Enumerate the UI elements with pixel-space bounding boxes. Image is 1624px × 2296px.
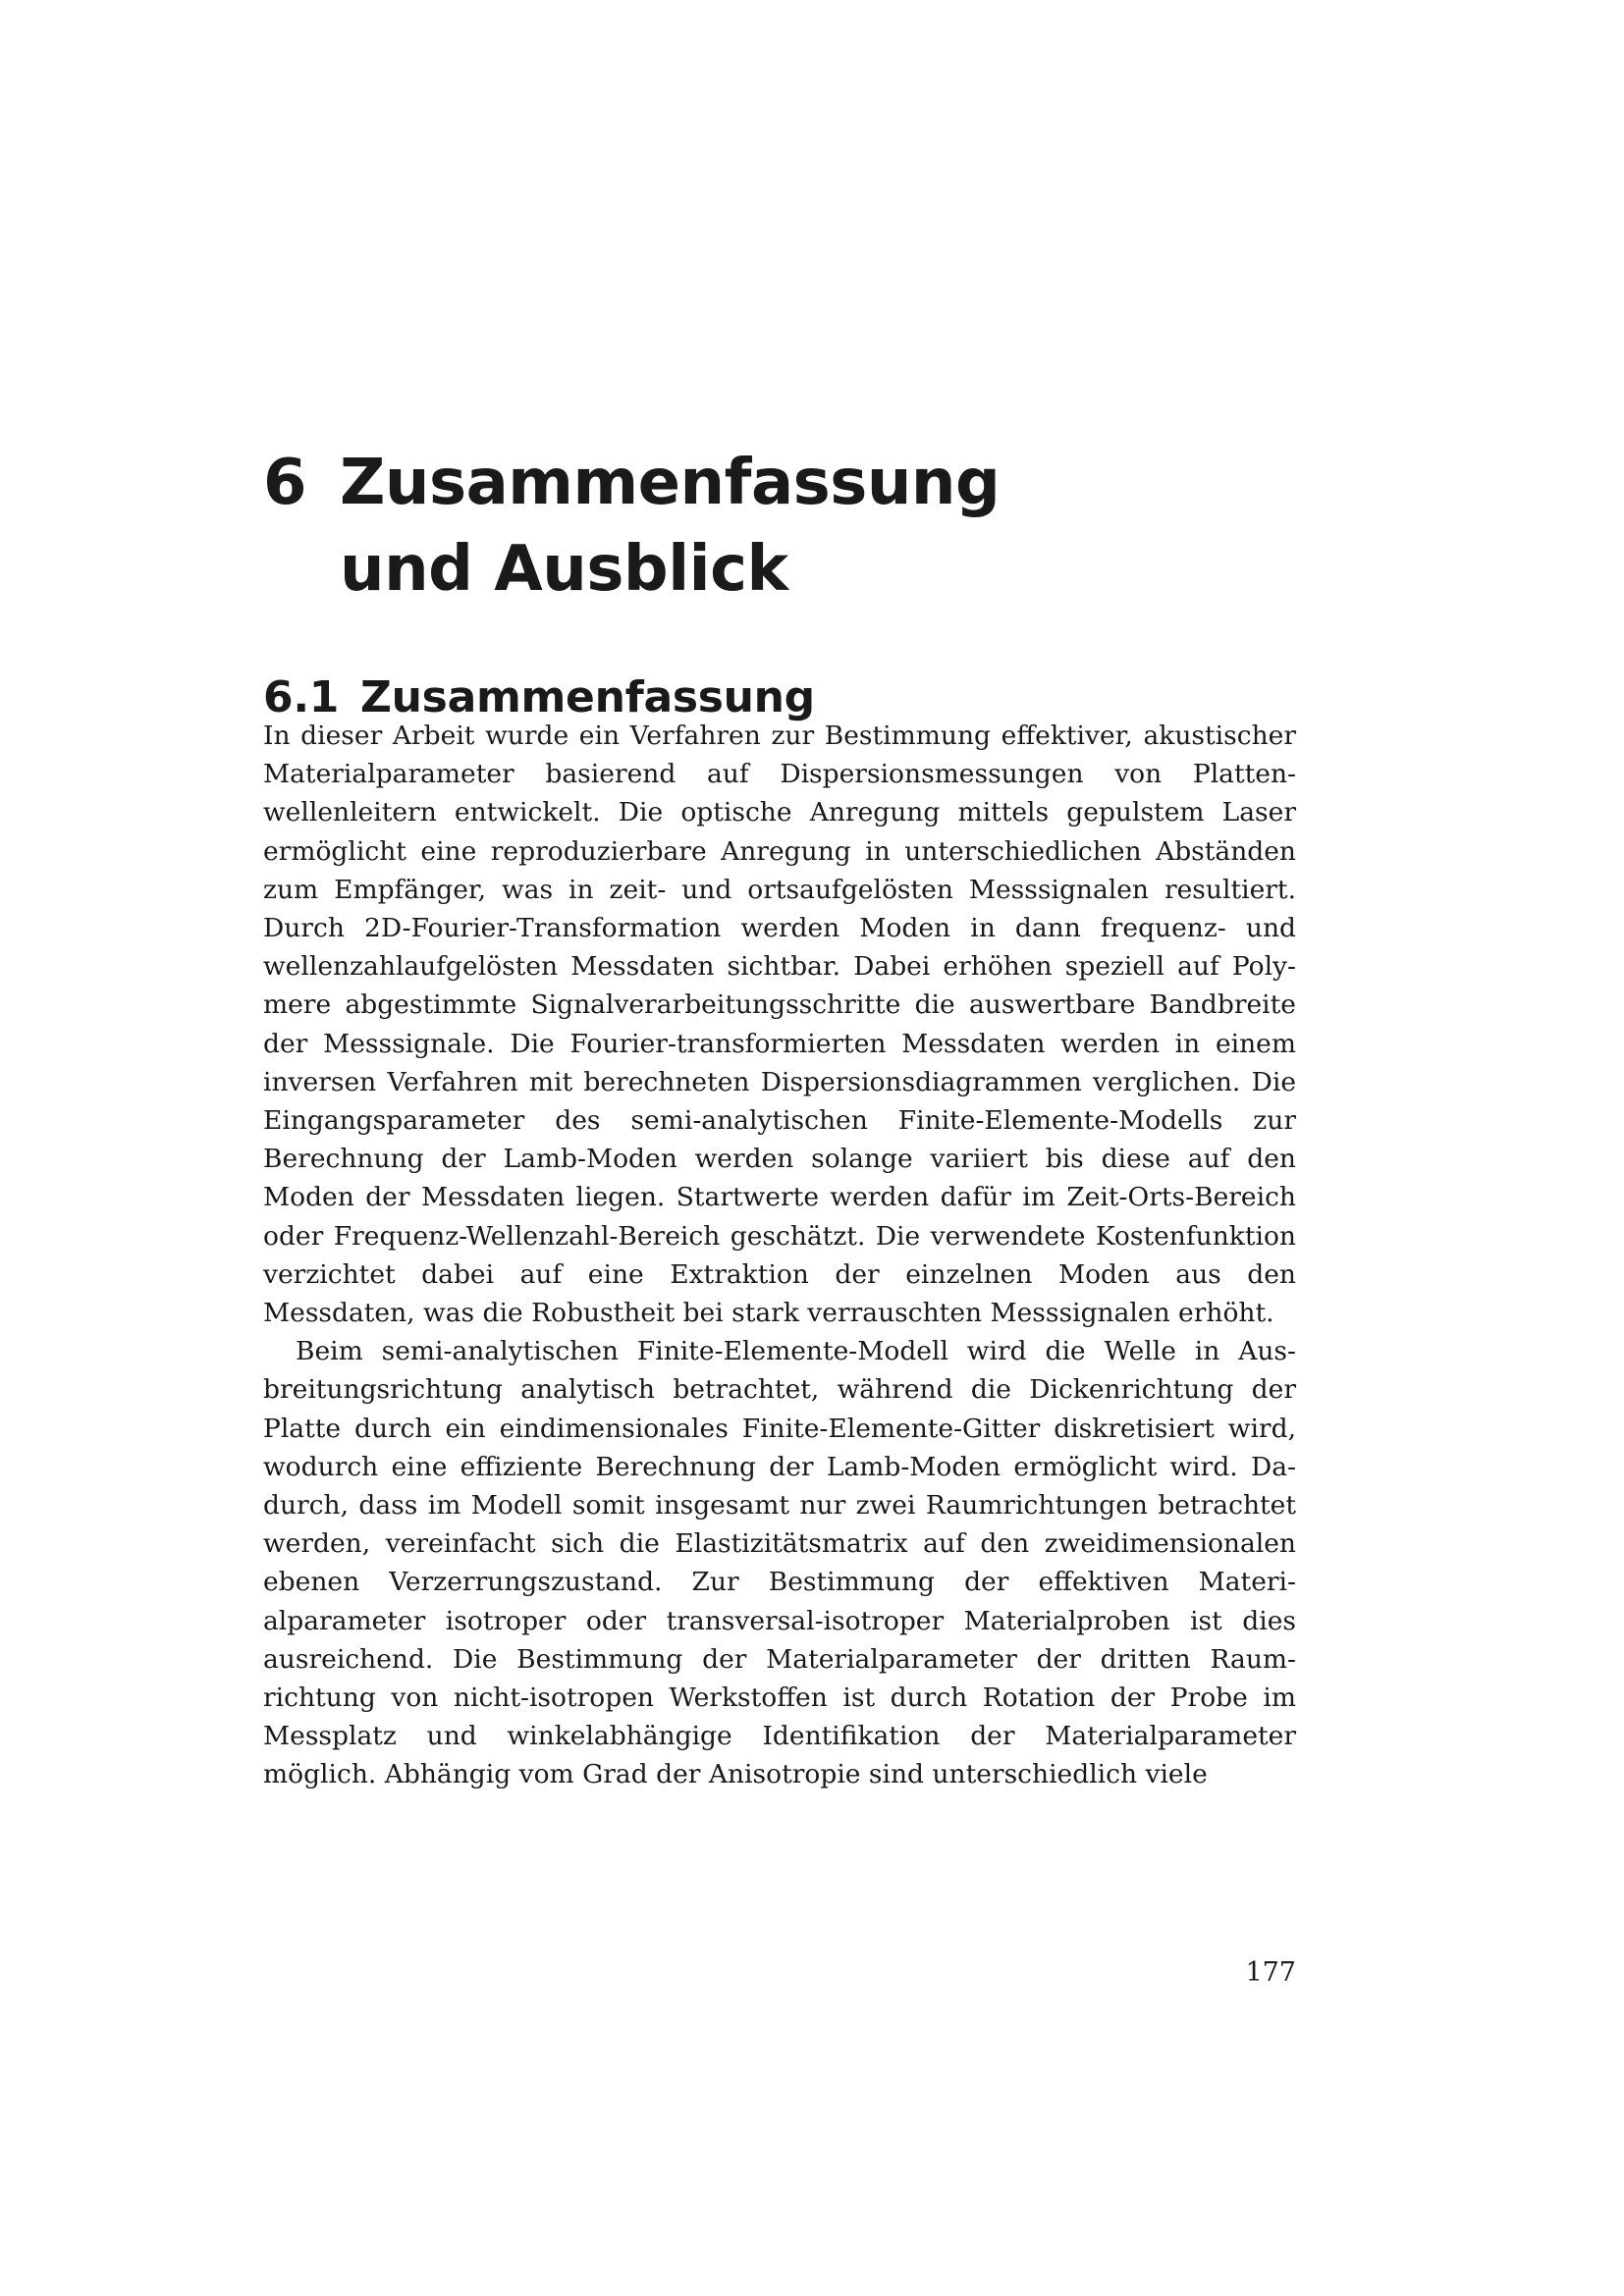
chapter-number: 6 xyxy=(263,446,307,519)
body-text xyxy=(263,717,1296,1794)
chapter-title: Zusammenfassung und Ausblick xyxy=(340,446,1001,606)
section-title: Zusammenfassung xyxy=(360,671,815,722)
chapter-heading xyxy=(263,440,1343,613)
section-number: 6.1 xyxy=(263,671,340,722)
paragraph: In dieser Arbeit wurde ein Verfahren zur Bestimmung effektiver, akustischer Materialparameter basierend auf Dispersionsmessungen von Plattenwellenleitern entwickelt. Die optische Anregung mittels gepulstem Laser ermöglicht eine reproduzierbare Anregung in unterschiedlichen Abständen zum Empfänger, was in zeit- und ortsaufgelösten Messsignalen resultiert. Durch 2D-Fourier-Transformation werden Moden in dann frequenz- und wellenzahlaufgelösten Messdaten sichtbar. Dabei erhöhen speziell auf Polymere abgestimmte Signalverarbeitungsschritte die auswertbare Bandbreite der Messsignale. Die Fourier-transformierten Messdaten werden in einem inversen Verfahren mit berechneten Dispersionsdiagrammen verglichen. Die Eingangsparameter des semi-analytischen Finite-Elemente-Modells zur Berechnung der Lamb-Moden werden solange variiert bis diese auf den Moden der Messdaten liegen. Startwerte werden dafür im Zeit-Orts-Bereich oder Frequenz-Wellenzahl-Bereich geschätzt. Die verwendete Kostenfunktion verzichtet dabei auf eine Extraktion der einzelnen Moden aus den Messdaten, was die Robustheit bei stark verrauschten Messsignalen erhöht. xyxy=(263,721,1296,1329)
paragraph: Beim semi-analytischen Finite-Elemente-Modell wird die Welle in Ausbreitungsrichtung analytisch betrachtet, während die Dickenrichtung der Platte durch ein eindimensionales Finite-Elemente-Gitter diskretisiert wird, wodurch eine effiziente Berechnung der Lamb-Moden ermöglicht wird. Dadurch, dass im Modell somit insgesamt nur zwei Raumrichtungen betrachtet werden, vereinfacht sich die Elastizitätsmatrix auf den zweidimensionalen ebenen Verzerrungszustand. Zur Bestimmung der effektiven Materialparameter isotroper oder transversal-isotroper Materialproben ist dies ausreichend. Die Bestimmung der Materialparameter der dritten Raumrichtung von nicht-isotropen Werkstoffen ist durch Rotation der Probe im Messplatz und winkelabhängige Identifikation der Materialparameter möglich. Abhängig vom Grad der Anisotropie sind unterschiedlich viele xyxy=(263,1336,1296,1790)
page-number: 177 xyxy=(1245,1957,1296,1988)
